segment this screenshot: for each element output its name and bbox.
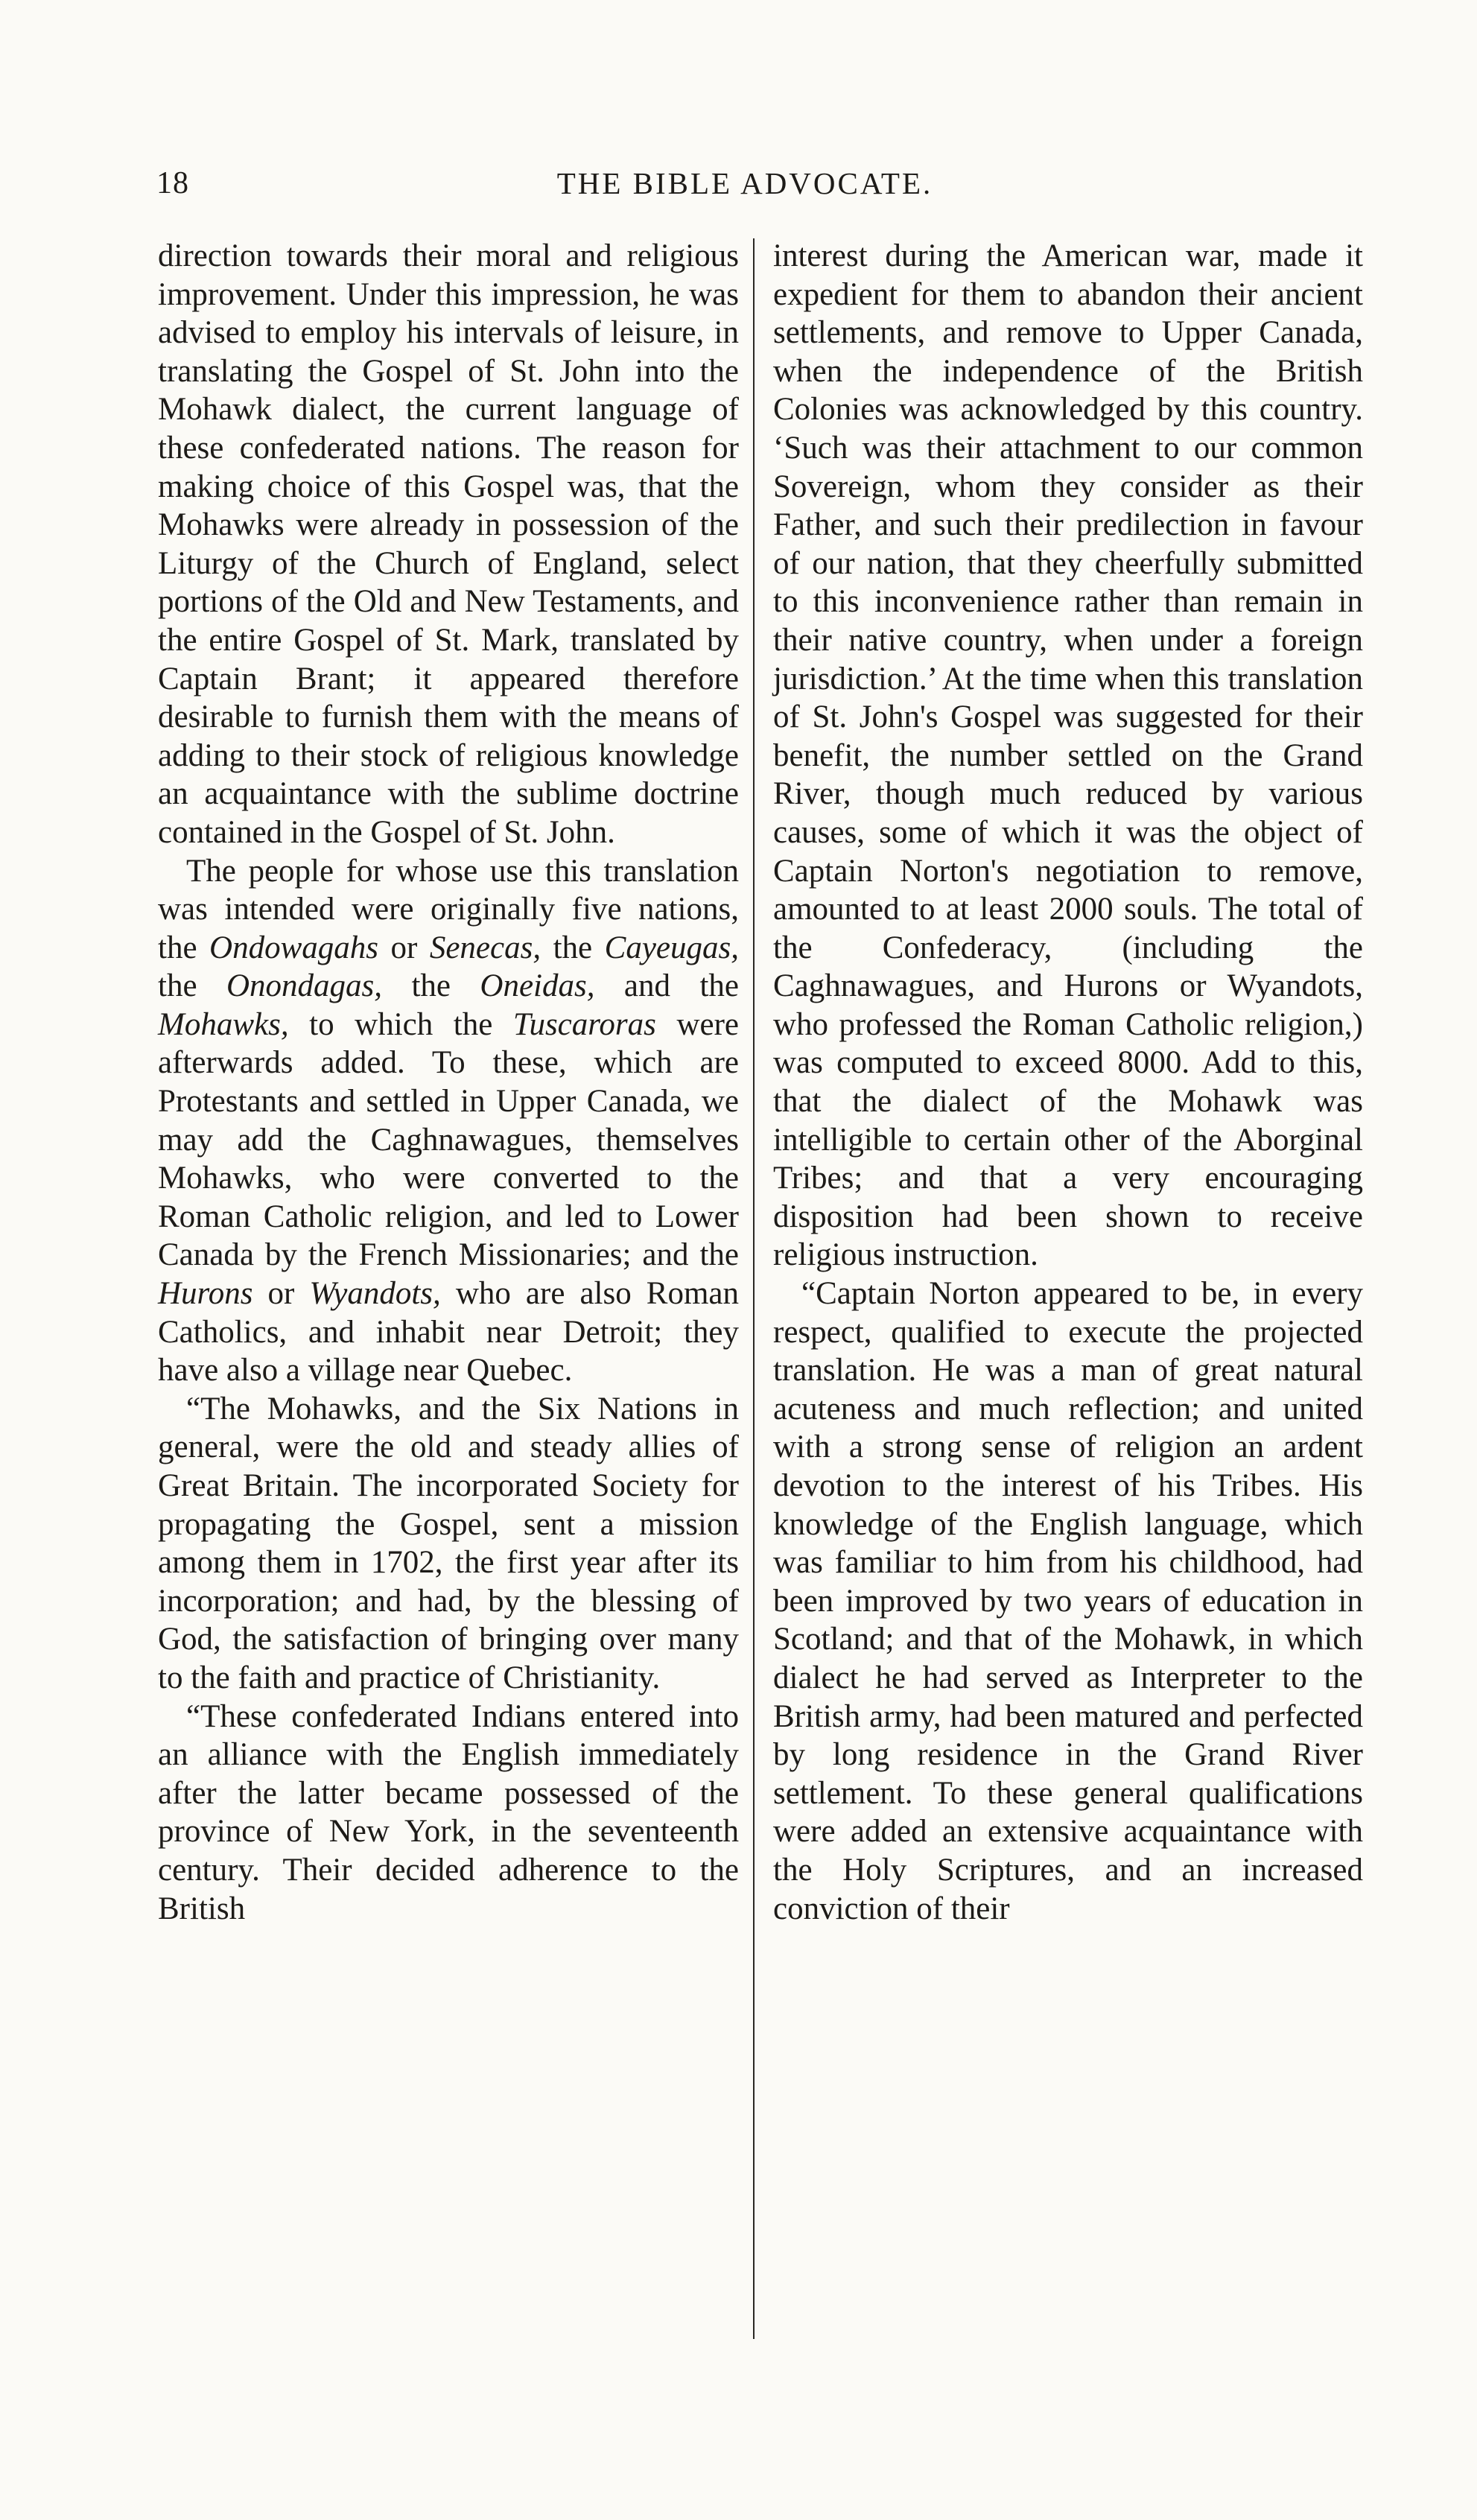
text-run: the — [382, 968, 480, 1004]
right-paragraph-2: “Captain Norton appeared to be, in every respect, qualified to execute the projected translation. He was a man of great natural acuteness and much reflection; and united with a strong sense of religion an ardent devotion to the interest of his Tribes. His knowledge of the English language, which was familiar to him from his childhood, had been improved by two years of education in Scotland; and that of the Mohawk, in which dialect he had served as Interpreter to the British army, had been matured and perfected by long residence in the Grand River settlement. To these general qualifications were added an extensive acquaintance with the Holy Scriptures, and an increased conviction of their — [773, 1276, 1363, 1926]
text-run: The people for whose use this translation was intended were originally five nations, the — [158, 853, 739, 965]
text-run: were afterwards added. To these, which are Protestants and settled in Upper Canada, we may add the Caghnawagues, themselves Mohawks, who were converted to the Roman Catholic religion, and led to Lower Canada by the French Missionaries; and the — [158, 1006, 739, 1273]
left-paragraph-3: “The Mohawks, and the Six Nations in general, were the old and steady allies of Great Britain. The incorporated Society for propagating the Gospel, sent a mission among them in 1702, the first year after its incorporation; and had, by the blessing of God, the satisfaction of bringing over many to the faith and practice of Christianity. — [158, 1391, 739, 1695]
nation-name-tuscaroras: Tuscaroras — [512, 1006, 656, 1042]
running-header — [156, 165, 1333, 218]
left-paragraph-4: “These confederated Indians entered into an alliance with the English immediately after the latter became possessed of the province of New York, in the seventeenth century. Their decided adherence to the British — [158, 1698, 739, 1926]
text-run: the — [541, 930, 605, 965]
left-column — [158, 237, 739, 1928]
right-column — [773, 237, 1363, 1928]
nation-name-wyandots: Wyandots, — [309, 1276, 441, 1312]
nation-name-ondowagahs: Ondowagahs — [209, 930, 379, 965]
nation-name-senecas: Senecas, — [429, 930, 541, 965]
page-number: 18 — [156, 166, 189, 200]
nation-name-onondagas: Onondagas, — [226, 968, 383, 1004]
nation-name-oneidas: Oneidas, — [480, 968, 595, 1004]
text-run: or — [252, 1276, 310, 1312]
running-title: THE BIBLE ADVOCATE. — [556, 166, 933, 200]
right-paragraph-1: interest during the American war, made it expedient for them to abandon their ancient settlements, and remove to Upper Canada, when the independence of the British Colonies was acknowledged by this country. ‘Such was their attachment to our common Sovereign, whom they consider as their Father, and such their predilection in favour of our nation, that they cheerfully submitted to this inconvenience rather than remain in their native country, when under a foreign jurisdiction.’ At the time when this translation of St. John's Gospel was suggested for their benefit, the number settled on the Grand River, though much reduced by various causes, some of which it was the object of Captain Norton's negotiation to remove, amounted to at least 2000 souls. The total of the Confederacy, (including the Caghnawagues, and Hurons or Wyandots, who professed the Roman Catholic religion,) was computed to exceed 8000. Add to this, that the dialect of the Mohawk was intelligible to certain other of the Aborginal Tribes; and that a very encouraging disposition had been shown to receive religious instruction. — [773, 238, 1363, 1273]
text-run: and the — [594, 968, 739, 1004]
left-paragraph-1: direction towards their moral and religious improvement. Under this impression, he was advised to employ his intervals of leisure, in translating the Gospel of St. John into the Mohawk dialect, the current language of these confederated nations. The reason for making choice of this Gospel was, that the Mohawks were already in possession of the Liturgy of the Church of England, select portions of the Old and New Testaments, and the entire Gospel of St. Mark, translated by Captain Brant; it appeared therefore desirable to furnish them with the means of adding to their stock of religious knowledge an acquaintance with the sublime doctrine contained in the Gospel of St. John. — [158, 238, 739, 850]
nation-name-mohawks: Mohawks, — [158, 1006, 289, 1042]
nation-name-cayeugas: Cayeugas, — [604, 930, 739, 965]
text-run: or — [378, 930, 430, 965]
text-run: the — [158, 968, 226, 1004]
nation-name-hurons: Hurons — [158, 1276, 253, 1312]
text-run: who are also Roman Catholics, and inhabit near Detroit; they have also a village near Quebec. — [158, 1276, 739, 1388]
left-paragraph-2 — [158, 852, 739, 1390]
text-run: to which the — [288, 1006, 513, 1042]
column-divider — [753, 238, 755, 2339]
